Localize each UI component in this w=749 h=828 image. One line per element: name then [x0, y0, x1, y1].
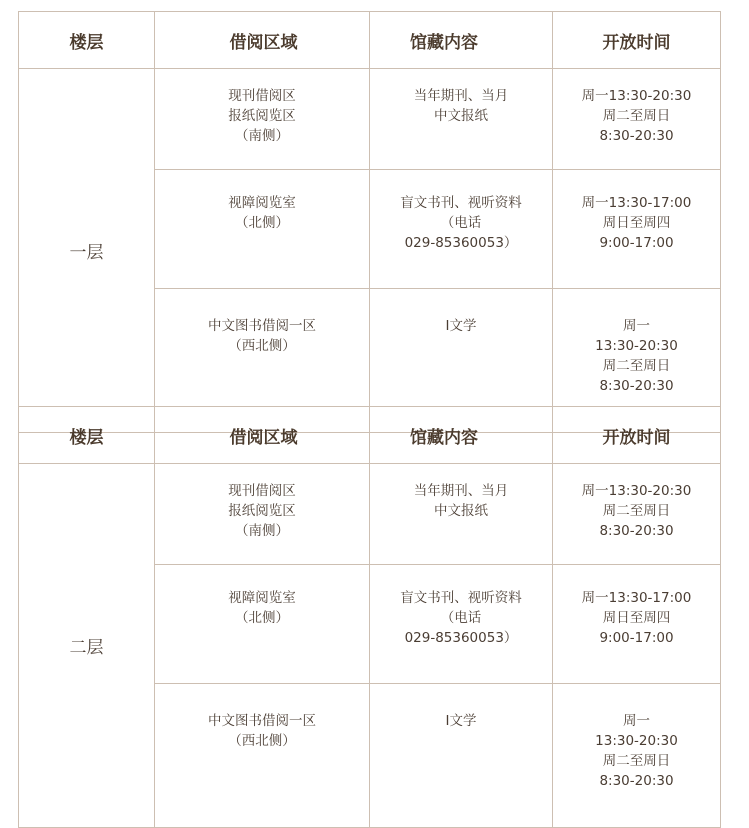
area-cell: [155, 69, 370, 170]
header-collection: 馆藏内容: [370, 407, 553, 464]
area-text: 视障阅览室 （北侧）: [228, 195, 296, 231]
area-text: 中文图书借阅一区 （西北侧）: [208, 713, 316, 749]
table-row: [19, 464, 721, 565]
floor-label: 一层: [19, 69, 155, 433]
header-area: 借阅区域: [155, 407, 370, 464]
hours-cell: 周一13:30-20:30 周二至周日 8:30-20:30: [553, 69, 721, 170]
collection-cell: 盲文书刊、视听资料 （电话 029-85360053）: [370, 565, 553, 684]
collection-cell: I文学: [370, 684, 553, 828]
hours-cell: 周一 13:30-20:30 周二至周日 8:30-20:30: [553, 289, 721, 433]
header-area: 借阅区域: [155, 12, 370, 69]
hours-cell: 周一 13:30-20:30 周二至周日 8:30-20:30: [553, 684, 721, 828]
area-text: 视障阅览室 （北侧）: [228, 590, 296, 626]
area-cell: [155, 565, 370, 684]
area-cell: [155, 464, 370, 565]
area-cell: [155, 170, 370, 289]
header-row: [19, 407, 721, 464]
area-cell: [155, 684, 370, 828]
collection-cell: 当年期刊、当月 中文报纸: [370, 464, 553, 565]
floor-label: 二层: [19, 464, 155, 828]
hours-cell: 周一13:30-17:00 周日至周四 9:00-17:00: [553, 565, 721, 684]
header-hours: 开放时间: [553, 12, 721, 69]
area-text: 现刊借阅区 报纸阅览区 （南侧）: [228, 88, 296, 144]
area-text: 中文图书借阅一区 （西北侧）: [208, 318, 316, 354]
collection-cell: 当年期刊、当月 中文报纸: [370, 69, 553, 170]
floor-table-2: [18, 406, 721, 828]
hours-cell: 周一13:30-20:30 周二至周日 8:30-20:30: [553, 464, 721, 565]
hours-cell: 周一13:30-17:00 周日至周四 9:00-17:00: [553, 170, 721, 289]
table-row: [19, 69, 721, 170]
floor-table-1: [18, 11, 721, 433]
header-collection: 馆藏内容: [370, 12, 553, 69]
area-text: 现刊借阅区 报纸阅览区 （南侧）: [228, 483, 296, 539]
header-floor: 楼层: [19, 12, 155, 69]
header-floor: 楼层: [19, 407, 155, 464]
collection-cell: I文学: [370, 289, 553, 433]
header-row: [19, 12, 721, 69]
collection-cell: 盲文书刊、视听资料 （电话 029-85360053）: [370, 170, 553, 289]
header-hours: 开放时间: [553, 407, 721, 464]
